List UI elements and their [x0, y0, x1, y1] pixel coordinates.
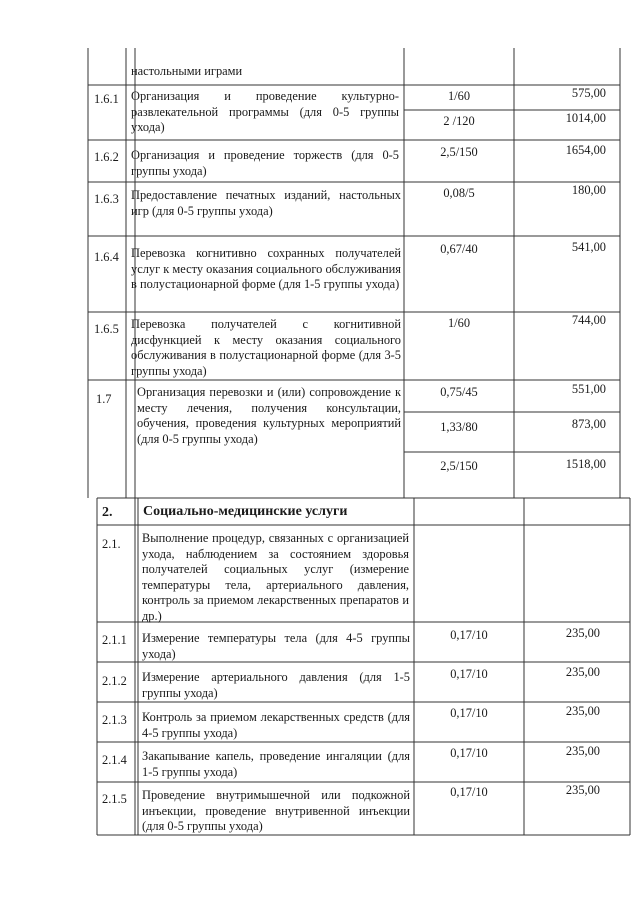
row-161-norm-1: 1/60: [447, 89, 471, 103]
row-212-num: 2.1.2: [102, 674, 127, 688]
row-213-desc: Контроль за приемом лекарственных средств (для 4-5 группы ухода): [142, 710, 410, 740]
row-213-price: 235,00: [565, 704, 600, 718]
row-161-desc: Организация и проведение культурно-развлекательной программы (для 0-5 группы ухода): [131, 89, 399, 135]
row-17-num: 1.7: [96, 392, 112, 406]
row-215-num: 2.1.5: [102, 792, 127, 806]
row-17-norm-1: 0,75/45: [440, 385, 478, 399]
row-cont-desc: настольными играми: [131, 64, 243, 78]
row-163-price: 180,00: [571, 183, 606, 197]
row-21-num: 2.1.: [102, 537, 121, 551]
row-17-norm-3: 2,5/150: [440, 459, 478, 473]
row-17-price-2: 873,00: [571, 417, 606, 431]
row-17-desc: Организация перевозки и (или) сопровождение к месту лечения, получения консультации, обучения, проведения культурных мероприятий (для 0-5 группы ухода): [137, 385, 401, 446]
row-214-price: 235,00: [565, 744, 600, 758]
row-162-price: 1654,00: [565, 143, 606, 157]
row-162-desc: Организация и проведение торжеств (для 0-5 группы ухода): [131, 148, 399, 178]
row-215-norm: 0,17/10: [450, 785, 488, 799]
row-165-norm: 1/60: [447, 316, 471, 330]
row-211-norm: 0,17/10: [450, 628, 488, 642]
row-161-norm-2: 2 /120: [443, 114, 475, 128]
row-165-desc: Перевозка получателей с когнитивной дисфункцией к месту оказания социального обслуживания в полустационарной форме (для 3-5 группы ухода): [131, 317, 401, 378]
row-164-price: 541,00: [571, 240, 606, 254]
row-164-desc: Перевозка когнитивно сохранных получателей услуг к месту оказания социального обслуживания в полустационарной форме (для 1-5 группы ухода): [131, 246, 401, 292]
row-212-price: 235,00: [565, 665, 600, 679]
row-165-num: 1.6.5: [94, 322, 119, 336]
row-161-price-2: 1014,00: [565, 111, 606, 125]
row-161-price-1: 575,00: [571, 86, 606, 100]
row-213-norm: 0,17/10: [450, 706, 488, 720]
row-164-norm: 0,67/40: [440, 242, 478, 256]
row-17-price-1: 551,00: [571, 382, 606, 396]
row-162-num: 1.6.2: [94, 150, 119, 164]
row-214-norm: 0,17/10: [450, 746, 488, 760]
row-163-desc: Предоставление печатных изданий, настольных игр (для 0-5 группы ухода): [131, 188, 401, 218]
row-214-num: 2.1.4: [102, 753, 127, 767]
section-2-title: Социально-медицинские услуги: [143, 504, 348, 519]
row-212-desc: Измерение артериального давления (для 1-5 группы ухода): [142, 670, 410, 700]
row-17-price-3: 1518,00: [565, 457, 606, 471]
row-21-desc: Выполнение процедур, связанных с организацией ухода, наблюдением за состоянием здоровья получателей социальных услуг (измерение температуры тела, артериального давления, контроль за приемом лекарственных препаратов и др.): [142, 531, 409, 623]
row-17-norm-2: 1,33/80: [440, 420, 478, 434]
row-215-price: 235,00: [565, 783, 600, 797]
row-162-norm: 2,5/150: [440, 145, 478, 159]
row-161-num: 1.6.1: [94, 92, 119, 106]
row-164-num: 1.6.4: [94, 250, 119, 264]
row-163-num: 1.6.3: [94, 192, 119, 206]
row-211-desc: Измерение температуры тела (для 4-5 группы ухода): [142, 631, 410, 661]
row-165-price: 744,00: [571, 313, 606, 327]
row-215-desc: Проведение внутримышечной или подкожной инъекции, проведение внутривенной инъекции (для 0-5 группы ухода): [142, 788, 410, 834]
row-211-price: 235,00: [565, 626, 600, 640]
row-212-norm: 0,17/10: [450, 667, 488, 681]
row-213-num: 2.1.3: [102, 713, 127, 727]
row-214-desc: Закапывание капель, проведение ингаляции (для 1-5 группы ухода): [142, 749, 410, 779]
row-211-num: 2.1.1: [102, 633, 127, 647]
section-2-num: 2.: [102, 505, 113, 520]
row-163-norm: 0,08/5: [443, 186, 475, 200]
